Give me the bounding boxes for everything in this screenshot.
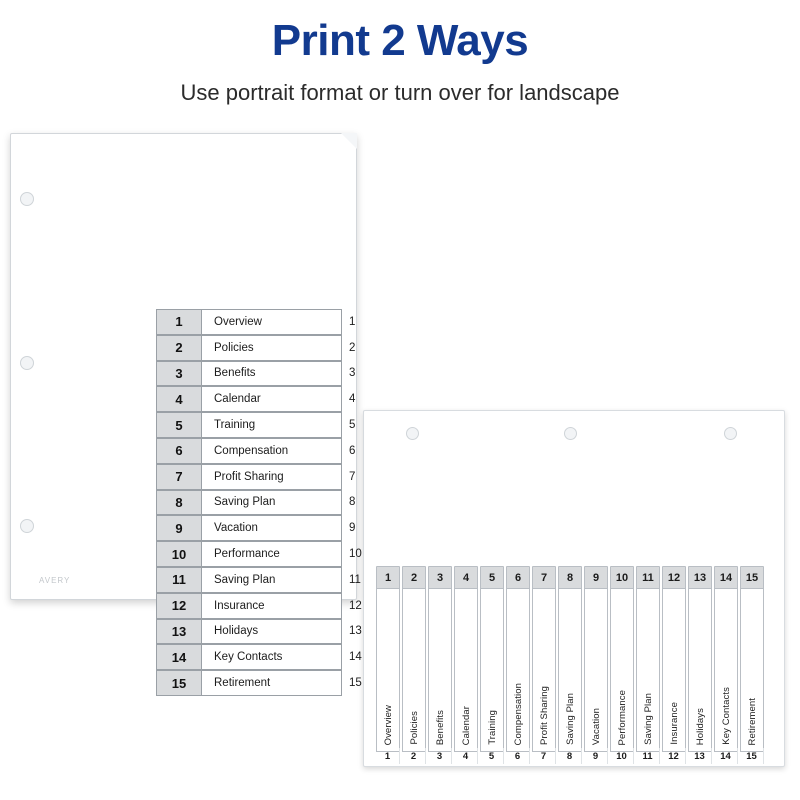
landscape-tab-edge-number: 5 (480, 748, 504, 764)
list-item (376, 566, 400, 752)
landscape-tab-edge-number: 11 (636, 748, 660, 764)
list-item (558, 566, 582, 752)
landscape-tab-label-text: Compensation (512, 682, 524, 745)
landscape-tab-label (565, 589, 576, 751)
table-row (156, 490, 342, 516)
portrait-tab-label: Compensation (202, 438, 342, 464)
list-item (662, 566, 686, 752)
landscape-tab-label-text: Saving Plan (564, 693, 576, 745)
landscape-tab-number: 5 (481, 567, 503, 589)
portrait-tab-edge-number: 6 (349, 444, 356, 457)
portrait-tab-number: 1 (156, 309, 202, 335)
landscape-tab-label (643, 589, 654, 751)
page-header (0, 0, 800, 106)
landscape-tab-strip (376, 566, 764, 752)
portrait-tab-edge-number: 14 (349, 651, 362, 664)
hole-punch-icon (564, 427, 577, 440)
landscape-tab-edge-number: 2 (402, 748, 426, 764)
landscape-tab-label (383, 589, 394, 751)
landscape-tab-label (721, 589, 732, 751)
table-row (156, 644, 342, 670)
landscape-tab-edge-number: 1 (376, 748, 400, 764)
portrait-tab-number: 10 (156, 541, 202, 567)
landscape-tab-label-text: Holidays (694, 707, 706, 745)
portrait-tab-edge-number: 4 (349, 393, 356, 406)
landscape-tab-label (617, 589, 628, 751)
landscape-tab-label (513, 589, 524, 751)
landscape-tab-edge-number: 15 (740, 748, 764, 764)
landscape-tab-label (695, 589, 706, 751)
table-row (156, 335, 342, 361)
landscape-tab-number: 15 (741, 567, 763, 589)
landscape-tab-number: 2 (403, 567, 425, 589)
table-row (156, 619, 342, 645)
hole-punch-icon (724, 427, 737, 440)
landscape-tab-number: 11 (637, 567, 659, 589)
list-item (532, 566, 556, 752)
landscape-tab-label (539, 589, 550, 751)
landscape-tab-label (409, 589, 420, 751)
portrait-tab-edge-number: 11 (349, 573, 361, 586)
landscape-tab-label-text: Policies (408, 711, 420, 745)
portrait-tab-label: Policies (202, 335, 342, 361)
landscape-tab-label-text: Training (486, 710, 498, 745)
portrait-tab-number: 6 (156, 438, 202, 464)
landscape-tab-edge-number: 3 (428, 748, 452, 764)
table-row (156, 386, 342, 412)
list-item (636, 566, 660, 752)
hole-punch-icon (20, 192, 34, 206)
product-photo-scene (0, 125, 800, 800)
portrait-tab-number: 4 (156, 386, 202, 412)
portrait-tab-edge-number: 7 (349, 470, 356, 483)
landscape-tab-number: 9 (585, 567, 607, 589)
landscape-tab-label (461, 589, 472, 751)
landscape-tab-number: 13 (689, 567, 711, 589)
portrait-tab-edge-number: 8 (349, 496, 356, 509)
portrait-tab-label: Benefits (202, 361, 342, 387)
portrait-tab-table (156, 309, 342, 696)
landscape-tab-label-text: Vacation (590, 707, 602, 745)
landscape-tab-label-text: Key Contacts (720, 687, 732, 745)
landscape-tab-label-text: Saving Plan (642, 693, 654, 745)
portrait-tab-edge-number: 12 (349, 599, 362, 612)
portrait-tab-number: 5 (156, 412, 202, 438)
landscape-tab-label-text: Calendar (460, 705, 472, 745)
hole-punch-icon (20, 356, 34, 370)
landscape-tab-number: 4 (455, 567, 477, 589)
landscape-tab-edge-number: 8 (558, 748, 582, 764)
portrait-tab-edge-number: 1 (349, 315, 356, 328)
landscape-tab-number: 8 (559, 567, 581, 589)
portrait-tab-edge-number: 9 (349, 522, 356, 535)
landscape-tab-label (747, 589, 758, 751)
list-item (506, 566, 530, 752)
landscape-divider-sheet (363, 410, 785, 767)
brand-logo: AVERY (39, 576, 71, 585)
portrait-tab-label: Overview (202, 309, 342, 335)
portrait-tab-label: Saving Plan (202, 567, 342, 593)
portrait-tab-label: Performance (202, 541, 342, 567)
landscape-tab-label (591, 589, 602, 751)
landscape-tab-number: 14 (715, 567, 737, 589)
portrait-tab-label: Training (202, 412, 342, 438)
landscape-tab-label-text: Performance (616, 689, 628, 745)
portrait-tab-edge-number: 13 (349, 625, 362, 638)
landscape-tab-edge-number: 10 (610, 748, 634, 764)
list-item (688, 566, 712, 752)
portrait-tab-label: Saving Plan (202, 490, 342, 516)
landscape-tab-edge-number: 14 (714, 748, 738, 764)
landscape-tab-edge-number: 4 (454, 748, 478, 764)
portrait-tab-label: Profit Sharing (202, 464, 342, 490)
table-row (156, 541, 342, 567)
portrait-tab-edge-number: 2 (349, 341, 356, 354)
page-subtitle: Use portrait format or turn over for landscape (180, 80, 620, 105)
portrait-tab-number: 13 (156, 619, 202, 645)
landscape-tab-number: 1 (377, 567, 399, 589)
table-row (156, 361, 342, 387)
landscape-tab-label-text: Overview (382, 704, 394, 745)
list-item (740, 566, 764, 752)
table-row (156, 438, 342, 464)
landscape-tab-number: 3 (429, 567, 451, 589)
landscape-tab-edge-number: 7 (532, 748, 556, 764)
portrait-tab-label: Insurance (202, 593, 342, 619)
portrait-tab-edge-number: 3 (349, 367, 356, 380)
portrait-tab-number: 7 (156, 464, 202, 490)
table-row (156, 464, 342, 490)
landscape-tab-number: 7 (533, 567, 555, 589)
list-item (584, 566, 608, 752)
landscape-tab-label (669, 589, 680, 751)
table-row (156, 412, 342, 438)
portrait-tab-label: Holidays (202, 619, 342, 645)
table-row (156, 593, 342, 619)
hole-punch-icon (406, 427, 419, 440)
landscape-tab-edge-number: 9 (584, 748, 608, 764)
portrait-tab-number: 8 (156, 490, 202, 516)
list-item (454, 566, 478, 752)
landscape-tab-edge-number: 6 (506, 748, 530, 764)
landscape-tab-number: 12 (663, 567, 685, 589)
portrait-tab-label: Key Contacts (202, 644, 342, 670)
portrait-tab-number: 14 (156, 644, 202, 670)
portrait-tab-edge-numbers (347, 309, 367, 696)
landscape-tab-label-text: Benefits (434, 709, 446, 745)
portrait-tab-edge-number: 15 (349, 677, 362, 690)
portrait-tab-label: Vacation (202, 515, 342, 541)
landscape-tab-label (435, 589, 446, 751)
portrait-divider-sheet (10, 133, 362, 691)
landscape-tab-edge-numbers (376, 748, 764, 764)
list-item (610, 566, 634, 752)
table-row (156, 515, 342, 541)
portrait-tab-number: 3 (156, 361, 202, 387)
portrait-tab-number: 9 (156, 515, 202, 541)
page-title: Print 2 Ways (271, 16, 529, 65)
landscape-tab-label (487, 589, 498, 751)
page-corner-fold (341, 133, 357, 149)
list-item (428, 566, 452, 752)
table-row (156, 309, 342, 335)
landscape-tab-edge-number: 13 (688, 748, 712, 764)
landscape-tab-number: 10 (611, 567, 633, 589)
portrait-tab-number: 12 (156, 593, 202, 619)
portrait-tab-number: 11 (156, 567, 202, 593)
landscape-tab-edge-number: 12 (662, 748, 686, 764)
list-item (402, 566, 426, 752)
list-item (480, 566, 504, 752)
table-row (156, 567, 342, 593)
landscape-tab-label-text: Insurance (668, 702, 680, 745)
landscape-tab-label-text: Retirement (746, 697, 758, 745)
portrait-tab-number: 2 (156, 335, 202, 361)
portrait-tab-edge-number: 5 (349, 419, 356, 432)
portrait-tab-edge-number: 10 (349, 548, 362, 561)
portrait-tab-label: Calendar (202, 386, 342, 412)
list-item (714, 566, 738, 752)
landscape-tab-label-text: Profit Sharing (538, 686, 550, 745)
landscape-tab-number: 6 (507, 567, 529, 589)
portrait-tab-number: 15 (156, 670, 202, 696)
table-row (156, 670, 342, 696)
portrait-tab-label: Retirement (202, 670, 342, 696)
hole-punch-icon (20, 519, 34, 533)
